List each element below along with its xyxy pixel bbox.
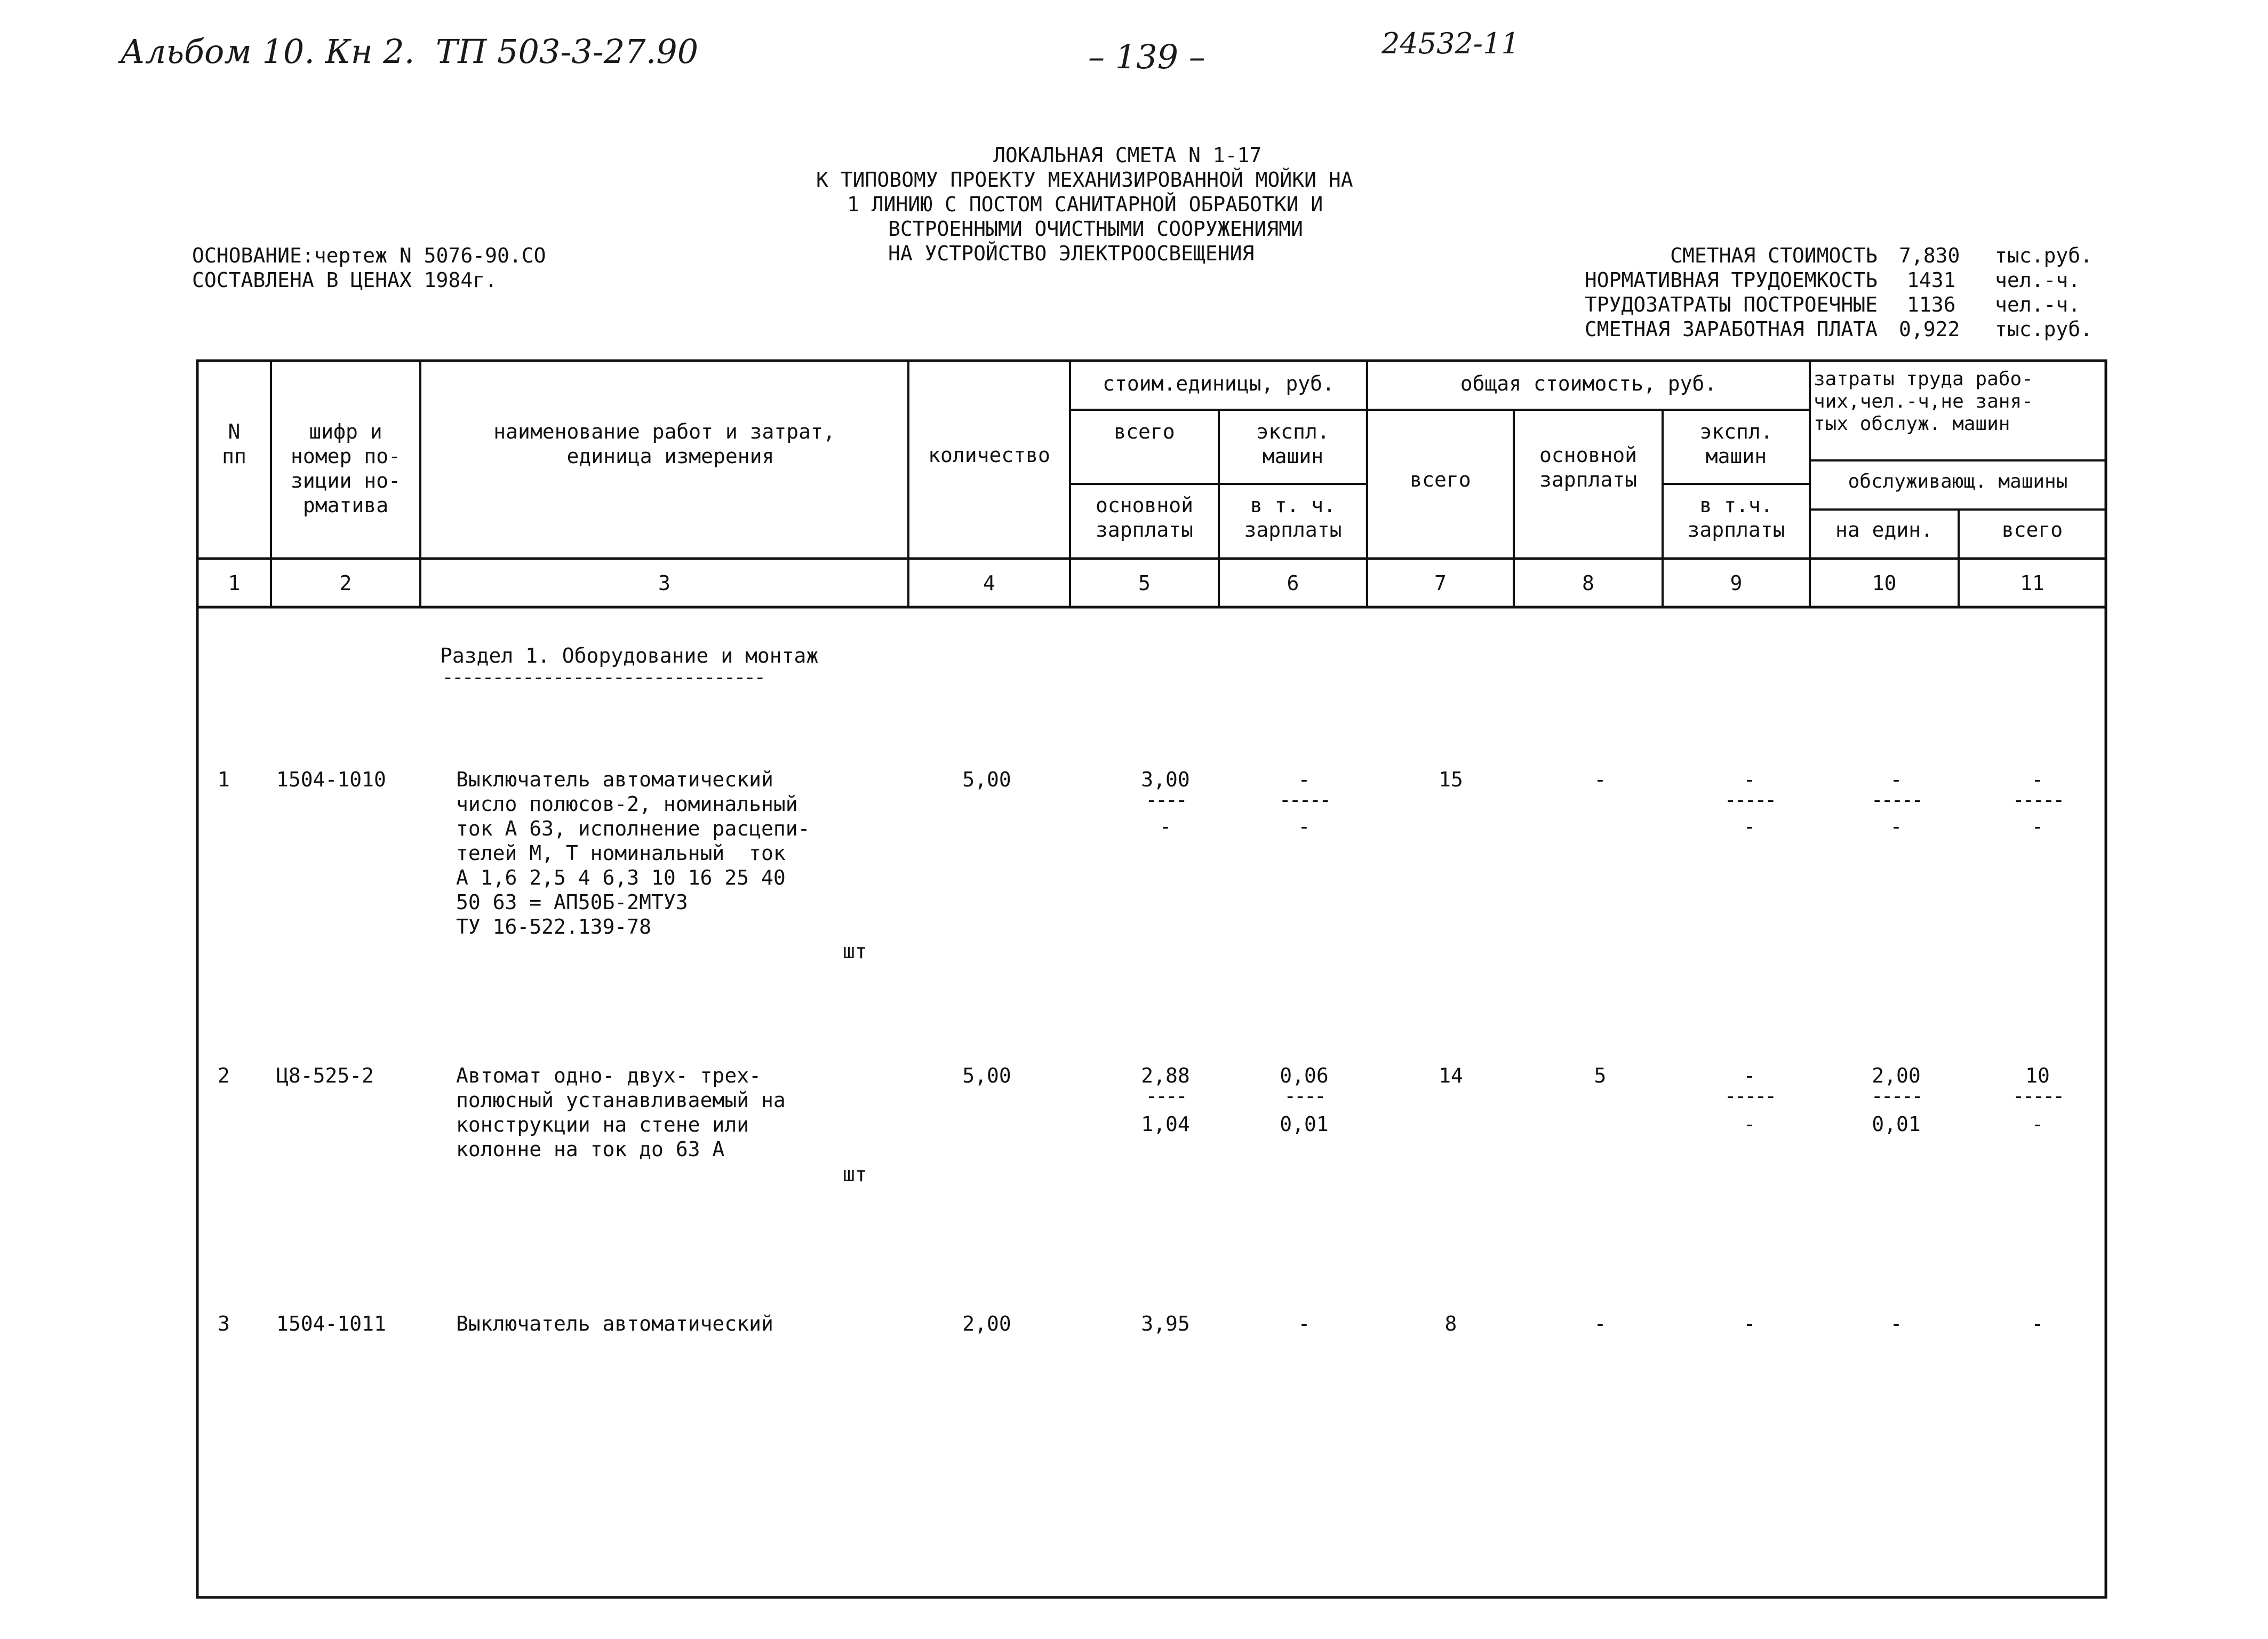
row-name: Автомат одно- двух- трех- полюсный устанавливаемый на конструкции на стене или колонне на ток до 63 А (456, 1064, 786, 1161)
row-fraction-line: ----- (1871, 1084, 1922, 1108)
row-unit-machines-wage: - (1298, 815, 1311, 838)
row-fraction-line: ----- (2012, 788, 2063, 811)
row-unit-machines: - (1298, 768, 1311, 791)
row-total-base-wage: - (1594, 768, 1607, 791)
row-total-machines: - (1743, 768, 1756, 791)
row-labor-per-unit: - (1890, 768, 1903, 791)
header-unit-machines-wage: в т. ч. зарплаты (1244, 494, 1342, 542)
row-fraction-line: ----- (2012, 1084, 2063, 1108)
column-number: 2 (339, 571, 352, 595)
row-labor-all: - (2031, 1312, 2044, 1335)
row-name: Выключатель автоматический (456, 1312, 773, 1335)
row-code: Ц8-525-2 (276, 1064, 374, 1087)
row-fraction-line: ----- (1279, 788, 1330, 811)
row-unit-total: 3,95 (1141, 1312, 1190, 1335)
row-total-base-wage: 5 (1594, 1064, 1607, 1087)
header-quantity: количество (928, 443, 1050, 467)
row-number: 1 (218, 768, 230, 791)
header-total-cost: общая стоимость, руб. (1460, 372, 1717, 395)
column-number: 3 (658, 571, 670, 595)
header-npp: N пп (222, 420, 246, 468)
header-total-machines: экспл. машин (1699, 420, 1773, 468)
row-fraction-line: ---- (1284, 1084, 1324, 1108)
row-total-all: 15 (1439, 768, 1463, 791)
summary-value: 1136 (1907, 293, 1956, 316)
title-line: 1 ЛИНИЮ С ПОСТОМ САНИТАРНОЙ ОБРАБОТКИ И (847, 193, 1323, 216)
title-line: ВСТРОЕННЫМИ ОЧИСТНЫМИ СООРУЖЕНИЯМИ (888, 217, 1303, 241)
basis-drawing: ОСНОВАНИЕ:чертеж N 5076-90.СО (192, 244, 546, 267)
summary-label: НОРМАТИВНАЯ ТРУДОЕМКОСТЬ (1584, 268, 1878, 292)
basis-prices: СОСТАВЛЕНА В ЦЕНАХ 1984г. (192, 268, 497, 292)
row-total-base-wage: - (1594, 1312, 1607, 1335)
header-unit-base-wage: основной зарплаты (1095, 494, 1194, 542)
section-underline: -------------------------------- (442, 665, 764, 689)
table-border (197, 361, 2106, 1597)
row-unit-total: 2,88 (1141, 1064, 1190, 1087)
header-total-machines-wage: в т.ч. зарплаты (1687, 494, 1785, 542)
header-unit-total: всего (1114, 420, 1175, 443)
row-unit-machines: 0,06 (1280, 1064, 1329, 1087)
column-number: 9 (1730, 571, 1743, 595)
row-labor-per-unit: 2,00 (1872, 1064, 1921, 1087)
summary-value: 0,922 (1899, 317, 1960, 341)
row-quantity: 5,00 (962, 768, 1011, 791)
row-total-all: 8 (1444, 1312, 1457, 1335)
row-unit-machines: - (1298, 1312, 1311, 1335)
row-total-machines-wage: - (1743, 1112, 1756, 1136)
row-code: 1504-1010 (276, 768, 386, 791)
row-quantity: 2,00 (962, 1312, 1011, 1335)
summary-unit: тыс.руб. (1995, 244, 2093, 267)
row-total-machines: - (1743, 1064, 1756, 1087)
row-labor-per-unit-service: - (1890, 815, 1903, 838)
header-labor-service: обслуживающ. машины (1848, 471, 2068, 492)
row-total-machines-wage: - (1743, 815, 1756, 838)
row-fraction-line: ---- (1145, 788, 1186, 811)
row-unit-machines-wage: 0,01 (1280, 1112, 1329, 1136)
row-fraction-line: ----- (1724, 788, 1775, 811)
header-unit-machines: экспл. машин (1256, 420, 1330, 468)
row-unit: шт (843, 1163, 867, 1186)
column-number: 4 (983, 571, 995, 595)
row-labor-all-service: - (2031, 815, 2044, 838)
column-number: 7 (1434, 571, 1447, 595)
row-total-machines: - (1743, 1312, 1756, 1335)
column-number: 8 (1582, 571, 1594, 595)
title-line: ЛОКАЛЬНАЯ СМЕТА N 1-17 (993, 144, 1262, 167)
handwritten-page-number: – 139 – (1088, 37, 1205, 76)
column-number: 5 (1138, 571, 1151, 595)
row-fraction-line: ----- (1724, 1084, 1775, 1108)
summary-unit: чел.-ч. (1995, 268, 2081, 292)
column-number: 1 (228, 571, 241, 595)
column-number: 11 (2020, 571, 2045, 595)
header-total-base-wage: основной зарплаты (1539, 443, 1638, 491)
row-unit-total: 3,00 (1141, 768, 1190, 791)
header-labor-per-unit: на един. (1835, 518, 1934, 542)
row-labor-all: 10 (2025, 1064, 2050, 1087)
row-code: 1504-1011 (276, 1312, 386, 1335)
row-fraction-line: ----- (1871, 788, 1922, 811)
summary-unit: чел.-ч. (1995, 293, 2081, 316)
row-quantity: 5,00 (962, 1064, 1011, 1087)
handwritten-doc-number: 24532-11 (1381, 27, 1520, 60)
row-name: Выключатель автоматический число полюсов-2, номинальный ток А 63, исполнение расцепи- телей М, Т номинальный ток А 1,6 2,5 4 6,3 10 16 25 40 50 63 = АП50Б-2МТУЗ ТУ 16-522.139-78 (456, 768, 810, 938)
summary-label: СМЕТНАЯ ЗАРАБОТНАЯ ПЛАТА (1584, 317, 1878, 341)
section-title: Раздел 1. Оборудование и монтаж (440, 644, 819, 667)
header-unit-cost: стоим.единицы, руб. (1103, 372, 1335, 395)
summary-value: 7,830 (1899, 244, 1960, 267)
row-fraction-line: ---- (1145, 1084, 1186, 1108)
title-line: К ТИПОВОМУ ПРОЕКТУ МЕХАНИЗИРОВАННОЙ МОЙКИ НА (816, 168, 1353, 192)
header-labor-all: всего (2001, 518, 2063, 542)
summary-unit: тыс.руб. (1995, 317, 2093, 341)
header-name: наименование работ и затрат, единица измерения (493, 420, 835, 468)
row-unit: шт (843, 940, 867, 963)
row-labor-per-unit-service: 0,01 (1872, 1112, 1921, 1136)
row-total-all: 14 (1439, 1064, 1463, 1087)
row-labor-per-unit: - (1890, 1312, 1903, 1335)
row-labor-all-service: - (2031, 1112, 2044, 1136)
row-labor-all: - (2031, 768, 2044, 791)
row-unit-base-wage: - (1159, 815, 1172, 838)
summary-value: 1431 (1907, 268, 1956, 292)
row-number: 2 (218, 1064, 230, 1087)
summary-label: СМЕТНАЯ СТОИМОСТЬ (1670, 244, 1878, 267)
summary-label: ТРУДОЗАТРАТЫ ПОСТРОЕЧНЫЕ (1584, 293, 1878, 316)
title-line: НА УСТРОЙСТВО ЭЛЕКТРООСВЕЩЕНИЯ (888, 242, 1255, 265)
handwritten-album-ref: Альбом 10. Кн 2. ТП 503-3-27.90 (120, 32, 699, 71)
header-labor: затраты труда рабо- чих,чел.-ч,не заня- тых обслуж. машин (1814, 368, 2033, 435)
column-number: 10 (1872, 571, 1897, 595)
row-number: 3 (218, 1312, 230, 1335)
header-code: шифр и номер по- зиции но- рматива (291, 420, 401, 517)
header-total-all: всего (1410, 468, 1471, 491)
row-unit-base-wage: 1,04 (1141, 1112, 1190, 1136)
column-number: 6 (1287, 571, 1299, 595)
